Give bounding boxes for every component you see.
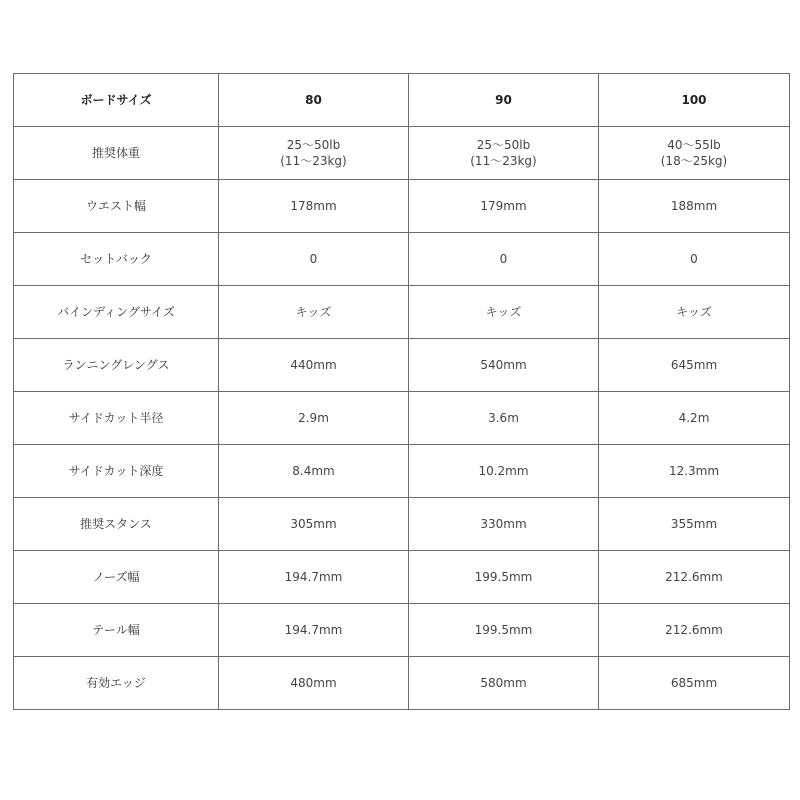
table-cell: 0 xyxy=(409,233,599,286)
table-row xyxy=(14,233,790,286)
table-cell: 3.6m xyxy=(409,392,599,445)
table-cell: 188mm xyxy=(599,180,790,233)
table-cell: 199.5mm xyxy=(409,604,599,657)
table-row xyxy=(14,604,790,657)
table-cell xyxy=(599,127,790,180)
table-cell: 10.2mm xyxy=(409,445,599,498)
table-row xyxy=(14,498,790,551)
table-cell: キッズ xyxy=(219,286,409,339)
table-cell: 8.4mm xyxy=(219,445,409,498)
header-label: ボードサイズ xyxy=(14,74,219,127)
row-label: ノーズ幅 xyxy=(14,551,219,604)
row-label: 推奨体重 xyxy=(14,127,219,180)
table-cell: 0 xyxy=(219,233,409,286)
table-cell: 194.7mm xyxy=(219,604,409,657)
row-label: サイドカット深度 xyxy=(14,445,219,498)
table-cell: 2.9m xyxy=(219,392,409,445)
table-cell: 4.2m xyxy=(599,392,790,445)
table-cell: キッズ xyxy=(599,286,790,339)
cell-line: (11～23kg) xyxy=(280,154,347,168)
row-label: 有効エッジ xyxy=(14,657,219,710)
row-label: サイドカット半径 xyxy=(14,392,219,445)
table-cell: 645mm xyxy=(599,339,790,392)
cell-line: 25～50lb xyxy=(476,138,531,152)
cell-line: 25～50lb xyxy=(286,138,341,152)
table-cell: 480mm xyxy=(219,657,409,710)
header-size-80: 80 xyxy=(219,74,409,127)
cell-line: (11～23kg) xyxy=(470,154,537,168)
table-cell: 580mm xyxy=(409,657,599,710)
table-cell: 540mm xyxy=(409,339,599,392)
cell-line: (18～25kg) xyxy=(660,154,728,168)
table-cell: キッズ xyxy=(409,286,599,339)
table-cell: 305mm xyxy=(219,498,409,551)
table-row xyxy=(14,657,790,710)
cell-line: 40～55lb xyxy=(667,138,721,152)
table-row xyxy=(14,445,790,498)
table-cell: 179mm xyxy=(409,180,599,233)
table-cell: 355mm xyxy=(599,498,790,551)
row-label: テール幅 xyxy=(14,604,219,657)
header-size-100: 100 xyxy=(599,74,790,127)
row-label: 推奨スタンス xyxy=(14,498,219,551)
row-label: バインディングサイズ xyxy=(14,286,219,339)
row-label: セットバック xyxy=(14,233,219,286)
table-cell: 199.5mm xyxy=(409,551,599,604)
table-cell: 330mm xyxy=(409,498,599,551)
row-label: ランニングレングス xyxy=(14,339,219,392)
table-row xyxy=(14,180,790,233)
header-size-90: 90 xyxy=(409,74,599,127)
row-label: ウエスト幅 xyxy=(14,180,219,233)
table-row xyxy=(14,339,790,392)
table-cell: 178mm xyxy=(219,180,409,233)
table-cell: 212.6mm xyxy=(599,551,790,604)
table-row xyxy=(14,286,790,339)
table-row xyxy=(14,392,790,445)
table-cell: 0 xyxy=(599,233,790,286)
table-cell xyxy=(409,127,599,180)
table-cell: 194.7mm xyxy=(219,551,409,604)
table-cell: 12.3mm xyxy=(599,445,790,498)
table-cell: 212.6mm xyxy=(599,604,790,657)
table-cell xyxy=(219,127,409,180)
spec-table xyxy=(13,73,790,710)
table-row xyxy=(14,127,790,180)
table-row xyxy=(14,551,790,604)
header-row xyxy=(14,74,790,127)
table-cell: 440mm xyxy=(219,339,409,392)
table-cell: 685mm xyxy=(599,657,790,710)
